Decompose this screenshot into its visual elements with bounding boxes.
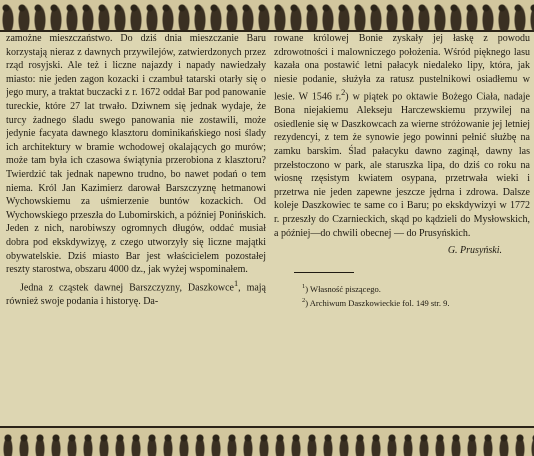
footnote: $^1$) Własność piszącego. bbox=[302, 282, 381, 294]
paragraph: zamożne mieszczaństwo. Do dziś dnia mieszczanie Baru korzystają nieraz z dawnych przywilejów, zatwierdzonych przez rząd rosyjski. Ale też i liczne najazdy i napady nawiedzały miasto: nie jeden zagon kozacki i czambuł tatarski otarły się o jego mury, a traktat buczacki z r. 1672 oddał Bar pod panowanie tureckie, które 27 lat trwało. Dziwnem się jednak wydaje, że turcy żadnego śladu swego panowania nie zostawili, może jedynie facyata dawnego klasztoru dominikańskiego nosi ślady ich architektury w bramie wchodowej okalających go murów; może tam była ich czasowa świątynia przerobiona z klasztoru? Twierdzić tak jednak napewno trudno, bo nawet podań o tem niema. Król Jan Kazimierz darował Barszczyznę hetmanowi Wychowskiemu za uśmierzenie buntów kozackich. Od Wychowskiego przeszła do Lubomirskich, a później Ponińskich. Jeden z nich, narobiwszy ogromnych długów, oddać musiał dobra pod ekskdywizyę, z czego utworzyły się liczne majątki obywatelskie. Dziś miasto Bar jest właścicielem pozostałej reszty starostwa, obszaru 4000 dz., jak wyżej wspominałem. bbox=[6, 33, 266, 276]
footnote-ref: 1 bbox=[234, 278, 239, 288]
paragraph: Jedna z cząstek dawnej Barszczyzny, Daszkowce$^1$, mają również swoje podania i historyę. Da- bbox=[6, 278, 266, 307]
footnote: $^2$) Archiwum Daszkowieckie fol. 149 str. 9. bbox=[302, 296, 450, 308]
footnote-ref: 2 bbox=[341, 88, 346, 98]
ornamental-border-bottom bbox=[0, 426, 534, 456]
footnote-divider bbox=[294, 272, 354, 273]
ornamental-border-top bbox=[0, 0, 534, 32]
text-column-right bbox=[274, 32, 530, 420]
text-column-left bbox=[6, 32, 266, 420]
paragraph: rowane królowej Bonie zyskały jej łaskę z powodu zdrowotności i malowniczego położenia. Wśród pięknego lasu kazała ona postawić letni pałacyk niedaleko lipy, która, jak niesie podanie, służyła za ratusz pustelnikowi osiadłemu w lesie. W 1546 r.$^2$) w piątek po oktawie Bożego Ciała, nadaje Bona niejakiemu Alekseju Harczewskiemu przywilej na osiedlenie się w Daszkowcach za wierne stróżowanie jej letniej rezydencyi, z tem że synowie jego powinni pełnić służbę na zamku barskim. Ślad pałacyku dawno zaginął, dawny las przełstoczono w park, ale staruszka lipa, do dziś co roku na wiosnę rzęsistym kwiatem osypana, przetrwała wieki i przetrwa nie jeden zapewne jeszcze jędrna i zdrowa. Dalsze koleje Daszkowiec te same co i Baru; po ekskdywizyi w 1772 r. przeszły do Czarnieckich, skąd po kądzieli do Mysłowskich, a później—do chwili obecnej — do Prusyńskich. bbox=[274, 33, 530, 239]
author-signature: G. Prusyński. bbox=[447, 245, 502, 257]
